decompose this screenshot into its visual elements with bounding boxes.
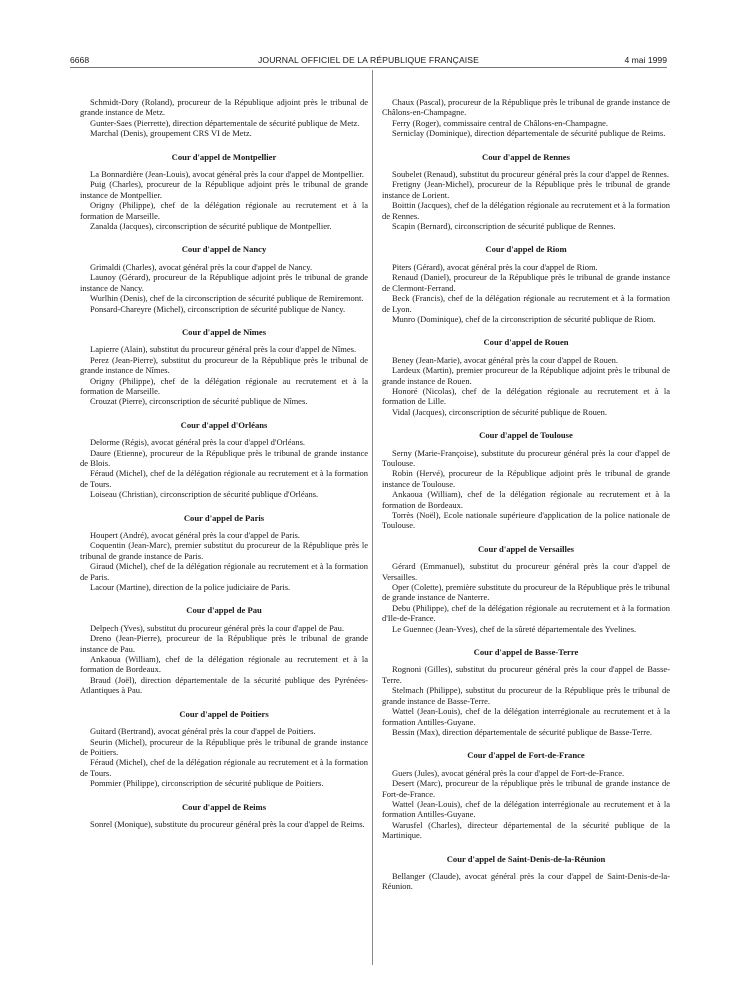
section-spacer (382, 737, 670, 750)
section-spacer (80, 139, 368, 152)
appointment-entry: Ankaoua (William), chef de la délégation régionale au recrutement et à la formation de Bordeaux. (382, 489, 670, 510)
section-heading: Cour d'appel de Poitiers (179, 708, 269, 719)
appointment-entry: Lacour (Martine), direction de la police judiciaire de Paris. (90, 582, 291, 593)
page-number: 6668 (70, 55, 90, 65)
section-spacer (80, 231, 368, 244)
appointment-entry: Torrès (Noël), Ecole nationale supérieure d'application de la police nationale de Toulouse. (382, 510, 670, 531)
journal-title: JOURNAL OFFICIEL DE LA RÉPUBLIQUE FRANÇAISE (258, 55, 479, 65)
court-section (382, 97, 670, 139)
appointment-entry: Guitard (Bertrand), avocat général près la cour d'appel de Poitiers. (90, 726, 316, 737)
section-heading: Cour d'appel de Nancy (181, 244, 267, 255)
appointment-entry: Lapierre (Alain), substitut du procureur général près la cour d'appel de Nîmes. (90, 344, 357, 355)
appointment-entry: Serniclay (Dominique), direction départementale de sécurité publique de Reims. (392, 128, 666, 139)
header-rule (70, 67, 667, 68)
section-heading: Cour d'appel de Saint-Denis-de-la-Réunion (446, 853, 606, 864)
appointment-entry: Houpert (André), avocat général près la cour d'appel de Paris. (90, 530, 300, 540)
appointment-entry: Coquentin (Jean-Marc), premier substitut du procureur de la République près le tribunal de grande instance de Paris. (80, 540, 368, 561)
section-spacer (80, 500, 368, 513)
appointment-entry: Desert (Marc), procureur de la république près le tribunal de grande instance de Fort-de-France. (382, 778, 670, 799)
appointment-entry: Scapin (Bernard), circonscription de sécurité publique de Rennes. (392, 221, 616, 232)
section-heading: Cour d'appel de Toulouse (479, 430, 573, 441)
appointment-entry: Beney (Jean-Marie), avocat général près la cour d'appel de Rouen. (392, 354, 618, 365)
appointment-entry: Renaud (Daniel), procureur de la République près le tribunal de grande instance de Clermont-Ferrand. (382, 272, 670, 293)
section-spacer (382, 324, 670, 337)
section-heading: Cour d'appel de Paris (183, 512, 265, 523)
court-section (382, 152, 670, 232)
appointment-entry: Crouzat (Pierre), circonscription de sécurité publique de Nîmes. (90, 396, 308, 407)
appointment-entry: Beck (Francis), chef de la délégation régionale au recrutement et à la formation de Lyon. (382, 293, 670, 314)
appointment-entry: Ankaoua (William), chef de la délégation régionale au recrutement et à la formation de Bordeaux. (80, 654, 368, 675)
appointment-entry: Honoré (Nicolas), chef de la délégation régionale au recrutement et à la formation de Lille. (382, 385, 670, 407)
court-section (382, 544, 670, 634)
section-spacer (382, 231, 670, 244)
appointment-entry: Féraud (Michel), chef de la délégation régionale au recrutement et à la formation de Tours. (80, 468, 368, 489)
appointment-entry: Munro (Dominique), chef de la circonscription de sécurité publique de Riom. (392, 313, 656, 324)
appointment-entry: Bessin (Max), direction départementale de sécurité publique de Basse-Terre. (392, 726, 652, 737)
section-spacer (80, 592, 368, 605)
section-heading: Cour d'appel de Basse-Terre (473, 647, 579, 658)
appointment-entry: Debu (Philippe), chef de la délégation régionale au recrutement et à la formation d'Ile-de-France. (382, 602, 670, 624)
appointment-entry: Launoy (Gérard), procureur de la République adjoint près le tribunal de grande instance de Nancy. (80, 272, 368, 293)
section-spacer (382, 634, 670, 647)
court-section (80, 420, 368, 500)
appointment-entry: Rognoni (Gilles), substitut du procureur général près la cour d'appel de Basse-Terre. (382, 664, 670, 685)
appointment-entry: Origny (Philippe), chef de la délégation régionale au recrutement et à la formation de Marseille. (80, 375, 368, 396)
section-spacer (80, 314, 368, 327)
section-spacer (80, 789, 368, 802)
page-header (70, 55, 667, 67)
appointment-entry: Puig (Charles), procureur de la République adjoint près le tribunal de grande instance de Montpellier. (80, 179, 368, 200)
appointment-entry: Warusfel (Charles), directeur départemental de la sécurité publique de la Martinique. (382, 819, 670, 841)
appointment-entry: Ponsard-Chareyre (Michel), circonscription de sécurité publique de Nancy. (90, 303, 346, 314)
appointment-entry: Guers (Jules), avocat général près la cour d'appel de Fort-de-France. (392, 767, 625, 778)
section-heading: Cour d'appel de Fort-de-France (467, 750, 585, 761)
appointment-entry: Seurin (Michel), procureur de la République près le tribunal de grande instance de Poitiers. (80, 736, 368, 757)
appointment-entry: Boittin (Jacques), chef de la délégation régionale au recrutement et à la formation de Rennes. (382, 200, 670, 221)
column-separator (372, 70, 373, 965)
appointment-entry: Fretigny (Jean-Michel), procureur de la République près le tribunal de grande instance de Lorient. (382, 179, 670, 200)
appointment-entry: Lardeux (Martin), premier procureur de la République adjoint près le tribunal de grande instance de Rouen. (382, 365, 670, 386)
appointment-entry: Chaux (Pascal), procureur de la République près le tribunal de grande instance de Châlons-en-Champagne. (382, 97, 670, 118)
court-section (80, 97, 368, 139)
appointment-entry: Wattel (Jean-Louis), chef de la délégation interrégionale au recrutement et à la formation Antilles-Guyane. (382, 798, 670, 820)
appointment-entry: Stelmach (Philippe), substitut du procureur de la République près le tribunal de grande instance de Basse-Terre. (382, 685, 670, 706)
appointment-entry: Gunter-Saes (Pierrette), direction départementale de sécurité publique de Metz. (90, 117, 360, 128)
section-spacer (382, 139, 670, 152)
section-heading: Cour d'appel de Montpellier (171, 151, 277, 162)
appointment-entry: Bellanger (Claude), avocat général près la cour d'appel de Saint-Denis-de-la-Réunion. (382, 870, 670, 892)
appointment-entry: Dreno (Jean-Pierre), procureur de la République près le tribunal de grande instance de Pau. (80, 633, 368, 654)
appointment-entry: Loiseau (Christian), circonscription de sécurité publique d'Orléans. (90, 489, 319, 500)
appointment-entry: Pommier (Philippe), circonscription de sécurité publique de Poitiers. (90, 778, 324, 789)
section-spacer (80, 407, 368, 420)
section-heading: Cour d'appel de Rennes (482, 151, 570, 162)
appointment-entry: Le Guennec (Jean-Yves), chef de la sûreté départementale des Yvelines. (392, 623, 637, 634)
appointment-entry: Origny (Philippe), chef de la délégation régionale au recrutement et à la formation de Marseille. (80, 200, 368, 221)
appointment-entry: Wurlhin (Denis), chef de la circonscription de sécurité publique de Remiremont. (90, 293, 364, 304)
section-heading: Cour d'appel de Versailles (477, 543, 575, 554)
appointment-entry: Delpech (Yves), substitut du procureur général près la cour d'appel de Pau. (90, 622, 344, 633)
section-heading: Cour d'appel d'Orléans (180, 419, 268, 430)
court-section (80, 802, 368, 830)
court-section (382, 430, 670, 531)
court-section (80, 244, 368, 313)
court-section (382, 854, 670, 892)
appointment-entry: La Bonnardière (Jean-Louis), avocat général près la cour d'appel de Montpellier. (90, 169, 364, 180)
court-section (80, 709, 368, 789)
appointment-entry: Gérard (Emmanuel), substitut du procureur général près la cour d'appel de Versailles. (382, 561, 670, 582)
appointment-entry: Perez (Jean-Pierre), substitut du procureur de la République près le tribunal de grande instance de Nîmes. (80, 354, 368, 376)
appointment-entry: Ferry (Roger), commissaire central de Châlons-en-Champagne. (392, 117, 608, 128)
appointment-entry: Serny (Marie-Françoise), substitute du procureur général près la cour d'appel de Toulouse. (382, 447, 670, 468)
appointment-entry: Schmidt-Dory (Roland), procureur de la République adjoint près le tribunal de grande instance de Metz. (80, 97, 368, 118)
section-spacer (80, 696, 368, 709)
court-section (80, 152, 368, 232)
appointment-entry: Wattel (Jean-Louis), chef de la délégation interrégionale au recrutement et à la formation Antilles-Guyane. (382, 706, 670, 727)
appointment-entry: Marchal (Denis), groupement CRS VI de Metz. (90, 128, 252, 139)
court-section (382, 337, 670, 417)
section-heading: Cour d'appel de Rouen (483, 337, 569, 348)
appointment-entry: Piters (Gérard), avocat général près la cour d'appel de Riom. (392, 261, 598, 272)
court-section (382, 750, 670, 840)
issue-date: 4 mai 1999 (624, 55, 667, 65)
court-section (80, 513, 368, 593)
appointment-entry: Daure (Etienne), procureur de la République près le tribunal de grande instance de Blois. (80, 447, 368, 468)
appointment-entry: Vidal (Jacques), circonscription de sécurité publique de Rouen. (392, 406, 607, 417)
appointment-entry: Giraud (Michel), chef de la délégation régionale au recrutement et à la formation de Paris. (80, 561, 368, 582)
right-column (382, 97, 670, 892)
appointment-entry: Sonrel (Monique), substitute du procureur général près la cour d'appel de Reims. (90, 818, 365, 829)
section-spacer (382, 531, 670, 544)
section-heading: Cour d'appel de Reims (181, 801, 267, 812)
appointment-entry: Robin (Hervé), procureur de la République adjoint près le tribunal de grande instance de Toulouse. (382, 468, 670, 489)
appointment-entry: Braud (Joël), direction départementale de la sécurité publique des Pyrénées-Atlantiques à Pau. (80, 674, 368, 696)
court-section (80, 327, 368, 407)
appointment-entry: Soubelet (Renaud), substitut du procureur général près la cour d'appel de Rennes. (392, 169, 669, 180)
court-section (382, 244, 670, 324)
court-section (382, 647, 670, 737)
section-heading: Cour d'appel de Riom (485, 244, 567, 255)
appointment-entry: Féraud (Michel), chef de la délégation régionale au recrutement et à la formation de Tours. (80, 757, 368, 778)
section-heading: Cour d'appel de Nîmes (181, 326, 267, 337)
court-section (80, 605, 368, 695)
appointment-entry: Grimaldi (Charles), avocat général près la cour d'appel de Nancy. (90, 261, 313, 272)
section-spacer (382, 417, 670, 430)
section-spacer (382, 841, 670, 854)
appointment-entry: Oper (Colette), première substitute du procureur de la République près le tribunal de grande instance de Nanterre. (382, 582, 670, 603)
appointment-entry: Zanalda (Jacques), circonscription de sécurité publique de Montpellier. (90, 221, 332, 232)
left-column (80, 97, 368, 829)
section-heading: Cour d'appel de Pau (186, 605, 262, 616)
appointment-entry: Delorme (Régis), avocat général près la cour d'appel d'Orléans. (90, 437, 306, 448)
